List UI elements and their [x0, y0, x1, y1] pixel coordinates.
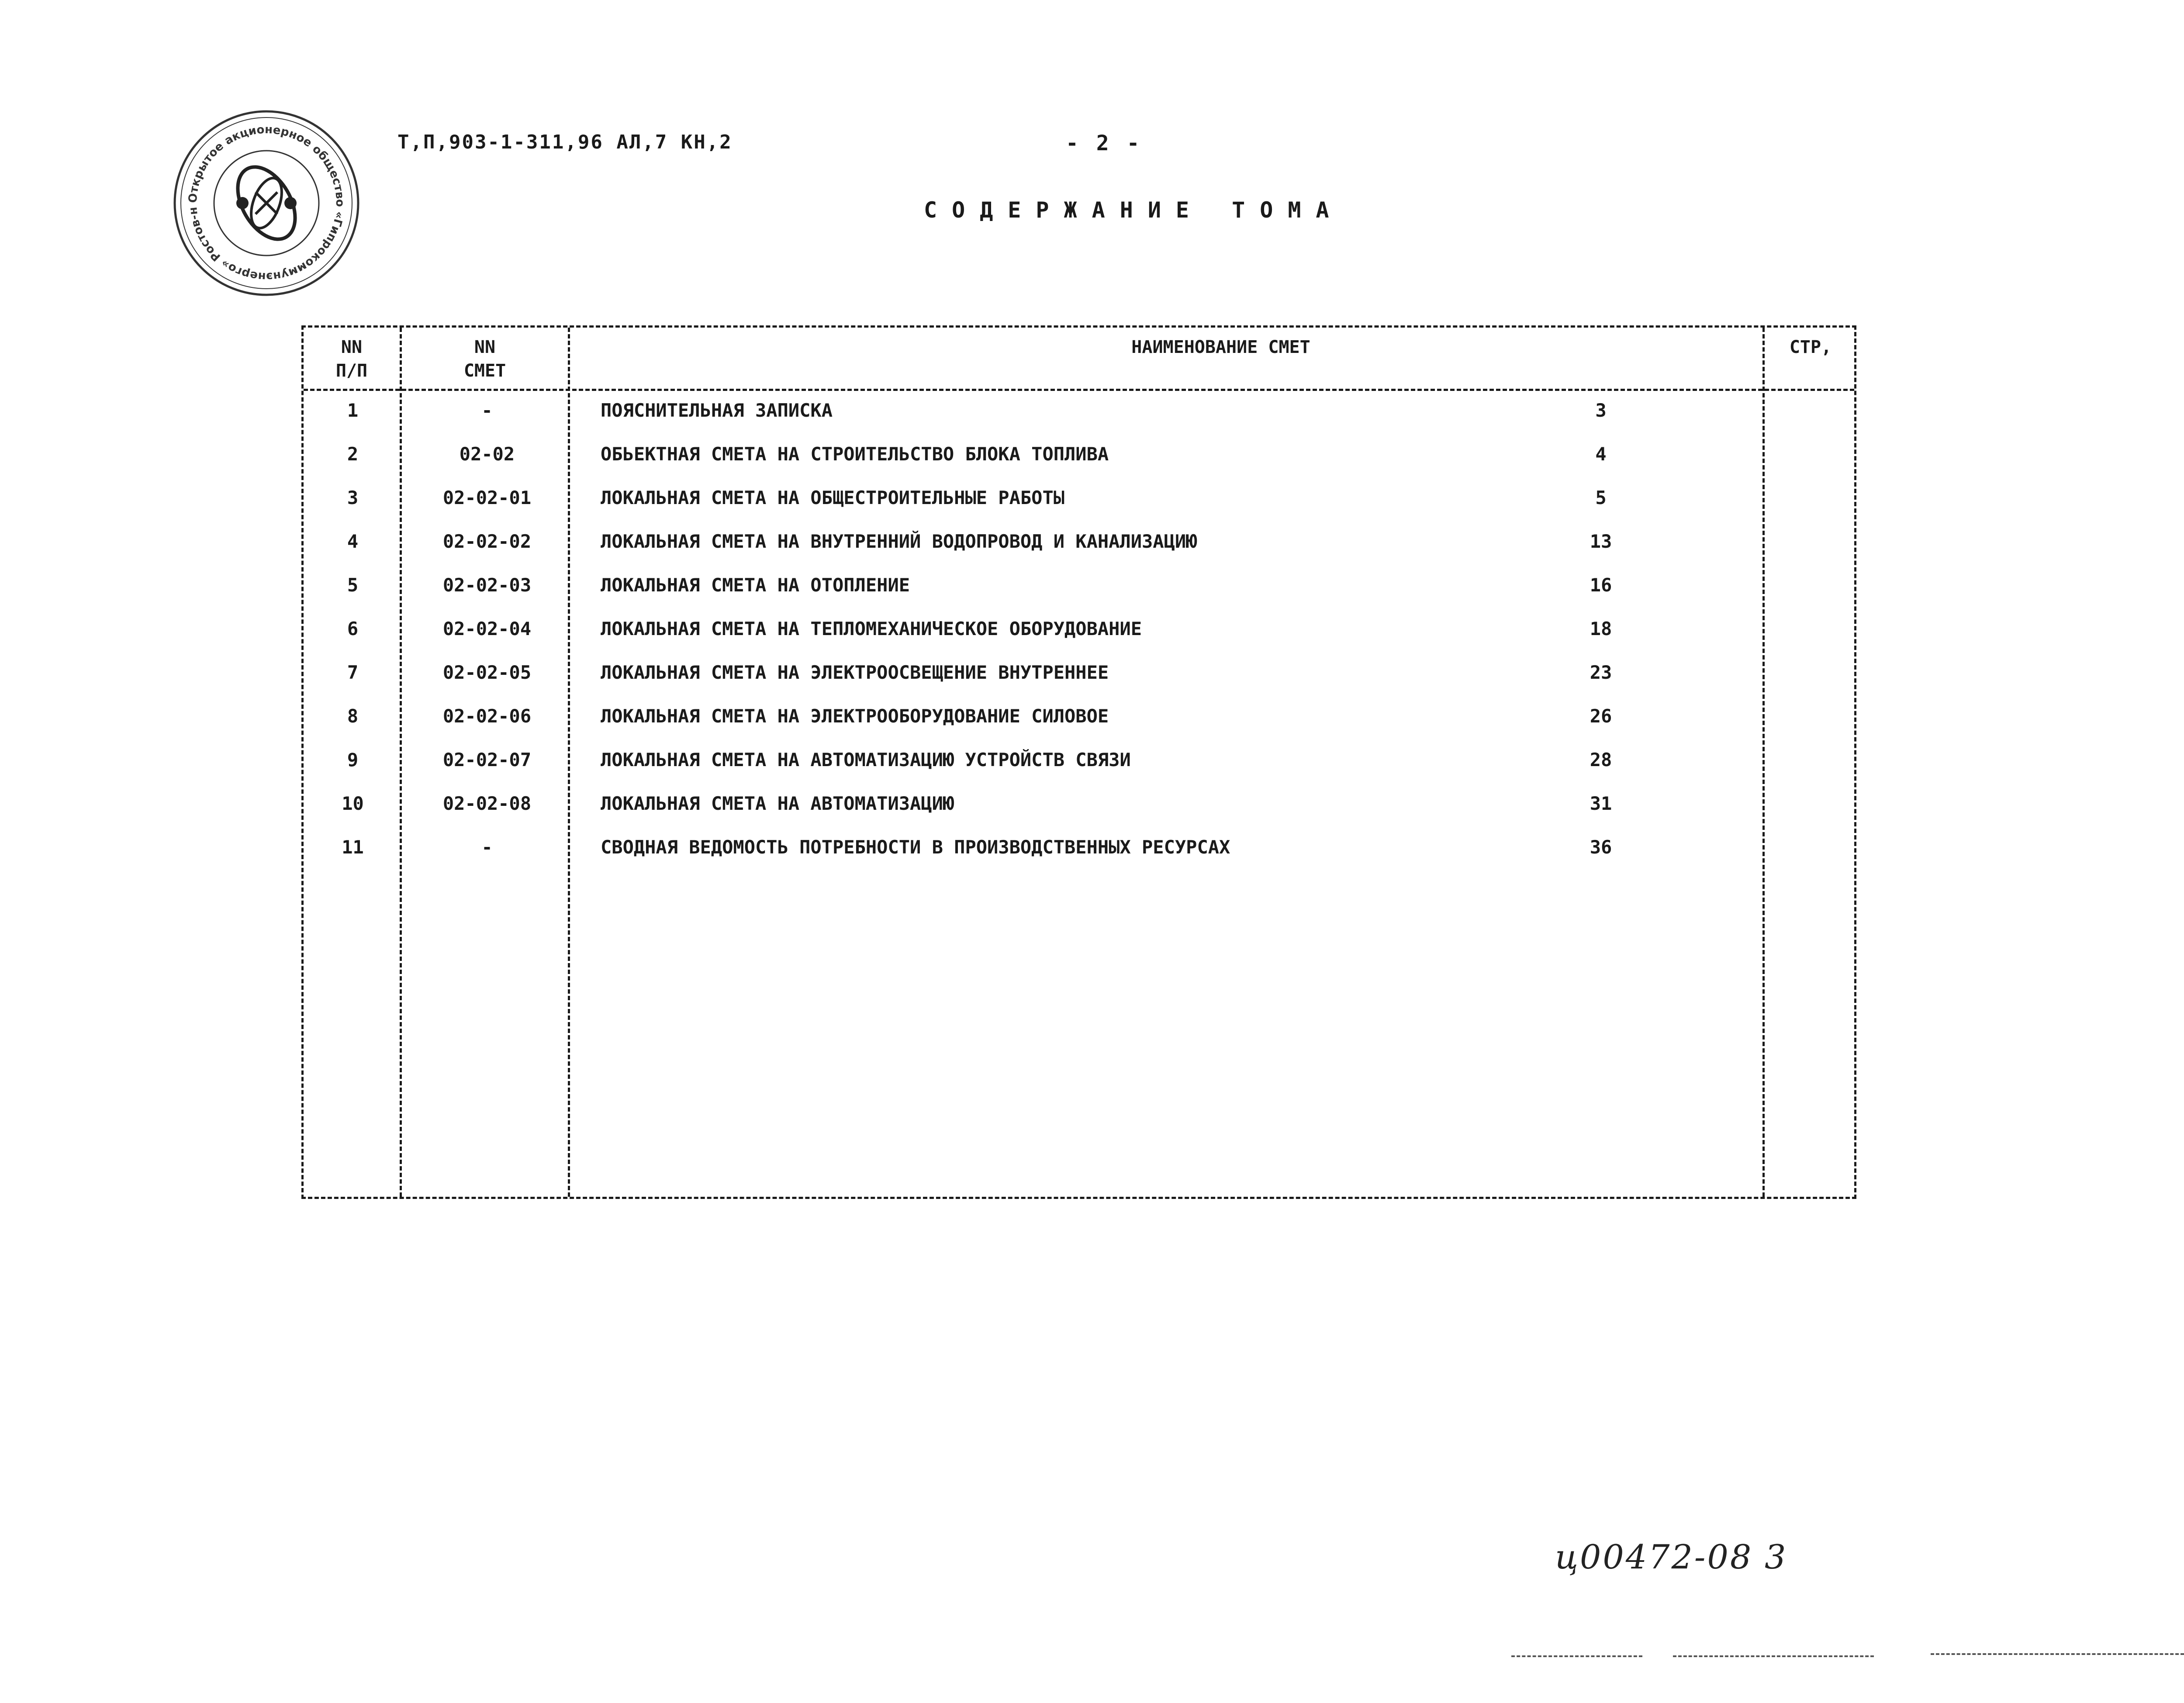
estimate-code: 02-02-06 [442, 705, 532, 727]
table-row [304, 662, 1854, 705]
estimate-code: 02-02-07 [442, 749, 532, 770]
footer-line [1931, 1653, 2184, 1655]
estimate-code: 02-02-03 [442, 574, 532, 596]
estimate-name: ЛОКАЛЬНАЯ СМЕТА НА ТЕПЛОМЕХАНИЧЕСКОЕ ОБОРУДОВАНИЕ [601, 618, 1142, 639]
estimate-code: 02-02-02 [442, 531, 532, 552]
contents-table [301, 325, 1856, 1199]
page-reference: 5 [1595, 487, 1607, 508]
header-divider [304, 389, 1854, 391]
page-reference: 36 [1590, 836, 1612, 858]
page-reference: 3 [1595, 400, 1607, 421]
estimate-code: 02-02-05 [442, 662, 532, 683]
table-row [304, 618, 1854, 662]
row-number: 8 [347, 705, 359, 727]
table-row [304, 836, 1854, 880]
estimate-name: ЛОКАЛЬНАЯ СМЕТА НА ОБЩЕСТРОИТЕЛЬНЫЕ РАБОТЫ [601, 487, 1065, 508]
estimate-name: ЛОКАЛЬНАЯ СМЕТА НА ЭЛЕКТРООСВЕЩЕНИЕ ВНУТРЕННЕЕ [601, 662, 1109, 683]
row-number: 5 [347, 574, 359, 596]
header-name: НАИМЕНОВАНИЕ СМЕТ [1131, 337, 1310, 357]
estimate-name: ЛОКАЛЬНАЯ СМЕТА НА ОТОПЛЕНИЕ [601, 574, 910, 596]
page-reference: 28 [1590, 749, 1612, 770]
estimate-code: 02-02-04 [442, 618, 532, 639]
estimate-name: ПОЯСНИТЕЛЬНАЯ ЗАПИСКА [601, 400, 833, 421]
row-number: 11 [342, 836, 364, 858]
table-row [304, 400, 1854, 443]
estimate-name: ЛОКАЛЬНАЯ СМЕТА НА ВНУТРЕННИЙ ВОДОПРОВОД И КАНАЛИЗАЦИЮ [601, 531, 1197, 552]
row-number: 1 [347, 400, 359, 421]
table-row [304, 443, 1854, 487]
header-page: СТР, [1789, 337, 1832, 357]
seal-text: Открытое акционерное общество «Гипрокоммунэнерго» Ростов-н [186, 123, 347, 283]
estimate-code: 02-02 [459, 443, 515, 465]
table-row [304, 487, 1854, 531]
page-reference: 16 [1590, 574, 1612, 596]
page-reference: 13 [1590, 531, 1612, 552]
handwritten-page: 3 [1765, 1537, 1786, 1576]
page-reference: 31 [1590, 793, 1612, 814]
page-number: - 2 - [1066, 131, 1142, 155]
header-code: NN СМЕТ [463, 337, 506, 381]
estimate-code: - [481, 400, 493, 421]
estimate-code: 02-02-01 [442, 487, 532, 508]
footer-line [1673, 1655, 1874, 1657]
estimate-name: СВОДНАЯ ВЕДОМОСТЬ ПОТРЕБНОСТИ В ПРОИЗВОДСТВЕННЫХ РЕСУРСАХ [601, 836, 1230, 858]
row-number: 3 [347, 487, 359, 508]
document-code: Т,П,903-1-311,96 АЛ,7 КН,2 [397, 131, 733, 153]
estimate-name: ОБЬЕКТНАЯ СМЕТА НА СТРОИТЕЛЬСТВО БЛОКА ТОПЛИВА [601, 443, 1109, 465]
estimate-name: ЛОКАЛЬНАЯ СМЕТА НА АВТОМАТИЗАЦИЮ УСТРОЙСТВ СВЯЗИ [601, 749, 1131, 770]
table-row [304, 793, 1854, 836]
page-reference: 18 [1590, 618, 1612, 639]
table-row [304, 574, 1854, 618]
page-reference: 26 [1590, 705, 1612, 727]
row-number: 10 [342, 793, 364, 814]
document-title: СОДЕРЖАНИЕ ТОМА [924, 197, 1344, 223]
table-row [304, 531, 1854, 574]
footer-line [1511, 1655, 1642, 1657]
row-number: 7 [347, 662, 359, 683]
company-seal [168, 105, 365, 301]
handwritten-code: ц00472-08 [1555, 1537, 1753, 1576]
table-row [304, 705, 1854, 749]
row-number: 4 [347, 531, 359, 552]
table-row [304, 749, 1854, 793]
header-num: NN П/П [335, 337, 368, 381]
row-number: 9 [347, 749, 359, 770]
estimate-name: ЛОКАЛЬНАЯ СМЕТА НА ЭЛЕКТРООБОРУДОВАНИЕ СИЛОВОЕ [601, 705, 1109, 727]
page-reference: 23 [1590, 662, 1612, 683]
row-number: 6 [347, 618, 359, 639]
page-reference: 4 [1595, 443, 1607, 465]
estimate-code: - [481, 836, 493, 858]
row-number: 2 [347, 443, 359, 465]
estimate-name: ЛОКАЛЬНАЯ СМЕТА НА АВТОМАТИЗАЦИЮ [601, 793, 954, 814]
estimate-code: 02-02-08 [442, 793, 532, 814]
